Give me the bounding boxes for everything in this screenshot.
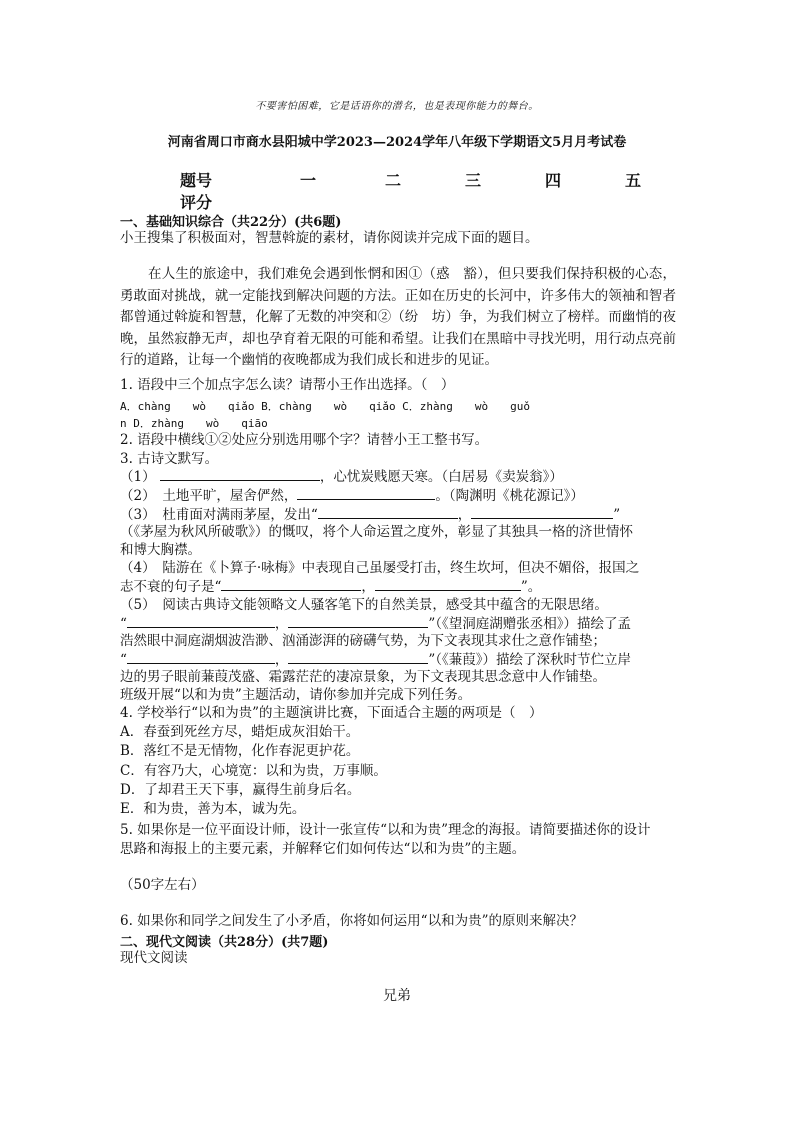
question-1: 1. 语段中三个加点字怎么读？请帮小王作出选择。（ ）: [120, 377, 455, 393]
question-4-option-c: C．有容乃大，心境宽：以和为贵，万事顺。: [120, 763, 387, 779]
exam-title: 河南省周口市商水县阳城中学2023—2024学年八年级下学期语文5月月考试卷: [167, 135, 627, 150]
score-col-3: 三: [465, 171, 482, 190]
question-3-3-line-2: （《茅屋为秋风所破歌》）的慨叹，将个人命运置之度外，彰显了其独具一格的济世情怀: [120, 524, 633, 540]
question-3-5-b: [120, 650, 676, 669]
q3-4-suffix: ”。: [520, 579, 542, 595]
section-2-heading: 二、现代文阅读（共28分）(共7题): [120, 935, 329, 950]
q3-1-suffix: ，心忧炭贱愿天寒。（白居易《卖炭翁》）: [319, 469, 563, 485]
question-4-option-d: D．了却君王天下事，赢得生前身后名。: [120, 782, 361, 798]
q3-5b-comma: ，: [274, 652, 289, 668]
answer-blank[interactable]: [471, 505, 613, 519]
page-footer: 兄弟: [383, 988, 411, 1004]
q3-1-prefix: （1）: [120, 469, 156, 485]
question-5-line-2: 思路和海报上的主要元素，并解释它们如何传达“以和为贵”的主题。: [120, 841, 526, 857]
question-3-5: （5） 阅读古典诗文能领略文人骚客笔下的自然美景，感受其中蕴含的无限思绪。: [120, 597, 608, 613]
question-3-5-b-line-2: 边的男子眼前蒹葭茂盛、霜露茫茫的凄凉景象，为下文表现其思念意中人作铺垫。: [120, 669, 606, 685]
question-4: 4. 学校举行“以和为贵”的主题演讲比赛，下面适合主题的两项是（ ）: [120, 705, 543, 721]
question-3-2: [120, 486, 676, 505]
answer-blank[interactable]: [127, 650, 275, 664]
question-4-option-a: A．春蚕到死丝方尽，蜡炬成灰泪始干。: [120, 724, 360, 740]
section-1-intro: 小王搜集了积极面对，智慧斡旋的素材，请你阅读并完成下面的题目。: [120, 230, 539, 246]
answer-blank[interactable]: [288, 614, 428, 628]
question-5-hint: （50字左右）: [120, 877, 205, 893]
q3-2-prefix: （2） 土地平旷，屋舍俨然，: [120, 488, 298, 504]
score-table-row: [0, 190, 794, 212]
answer-blank[interactable]: [160, 467, 320, 481]
q3-5a-suffix: ”（《望洞庭湖赠张丞相》）描绘了孟: [428, 616, 632, 632]
q3-3-prefix: （3） 杜甫面对满雨茅屋，发出“: [120, 507, 318, 523]
q3-5b-prefix: “: [120, 652, 127, 668]
question-6: 6. 如果你和同学之间发生了小矛盾，你将如何运用“以和为贵”的原则来解决？: [120, 913, 583, 929]
answer-blank[interactable]: [297, 486, 435, 500]
question-3-4: （4） 陆游在《卜算子·咏梅》中表现自己虽屡受打击，终生坎坷，但决不媚俗，报国之: [120, 560, 640, 576]
score-col-5: 五: [625, 171, 642, 190]
question-3: 3. 古诗文默写。: [120, 451, 219, 467]
q3-5b-suffix: ”（《蒹葭》）描绘了深秋时节伫立岸: [428, 652, 632, 668]
q3-2-suffix: 。（陶渊明《桃花源记》）: [435, 488, 584, 504]
q3-3-comma: ，: [457, 507, 472, 523]
q3-5a-comma: ，: [274, 616, 289, 632]
reading-passage: 在人生的旅途中，我们难免会遇到怅惘和困①（惑 豁），但只要我们保持积极的心态，勇敢面对挑战，就一定能找到解决问题的方法。正如在历史的长河中，许多伟大的领袖和智者都曾通过斡旋和智慧，化解了无数的冲突和②（纷 坊）争，为我们树立了榜样。而幽悄的夜晚，虽然寂静无声，却也孕育着无限的可能和希望。让我们在黑暗中寻找光明，用行动点亮前行的道路，让每一个幽悄的夜晚都成为我们成长和进步的见证。: [120, 266, 676, 368]
score-col-4: 四: [545, 171, 562, 190]
question-1-options-line-2: n D．zhàng wò qiāo: [120, 417, 268, 430]
q3-5a-prefix: “: [120, 616, 127, 632]
score-col-2: 二: [385, 171, 402, 190]
q3-4-prefix: 志不衰的句子是“: [120, 579, 222, 595]
question-3-5-a-line-2: 浩然眼中洞庭湖烟波浩渺、汹涌澎湃的磅礴气势，为下文表现其求仕之意作铺垫；: [120, 633, 606, 649]
section-2-sub: 现代文阅读: [120, 950, 188, 966]
answer-blank[interactable]: [127, 614, 275, 628]
question-4-option-e: E．和为贵，善为本，诚为先。: [120, 801, 306, 817]
section-1-heading: 一、基础知识综合（共22分）(共6题): [120, 215, 342, 230]
answer-blank[interactable]: [318, 505, 458, 519]
question-1-options-line-1: A．chàng wò qiǎo B．chàng wò qiǎo C．zhàng wò guǒ: [120, 400, 531, 413]
q3-3-suffix: ”: [613, 507, 621, 523]
score-col-1: 一: [300, 171, 317, 190]
q3-4-comma: ，: [361, 579, 375, 595]
question-3-5-a: [120, 614, 676, 633]
question-3-3-line-3: 和博大胸襟。: [120, 542, 201, 558]
activity-intro: 班级开展“以和为贵”主题活动，请你参加并完成下列任务。: [120, 687, 472, 703]
answer-blank[interactable]: [221, 577, 361, 591]
answer-blank[interactable]: [375, 577, 521, 591]
question-2: 2. 语段中横线①②处应分别选用哪个字？请替小王工整书写。: [120, 432, 489, 448]
score-row-label: 评分: [180, 193, 213, 212]
score-table-header-row: [0, 168, 794, 190]
answer-blank[interactable]: [288, 650, 428, 664]
question-4-option-b: B．落红不是无情物，化作春泥更护花。: [120, 743, 360, 759]
question-3-4-line-2: [120, 577, 676, 596]
question-5: 5. 如果你是一位平面设计师，设计一张宣传“以和为贵”理念的海报。请简要描述你的设计: [120, 822, 651, 838]
question-3-1: [120, 467, 676, 486]
motto: 不要害怕困难，它是话语你的潜名，也是表现你能力的舞台。: [255, 101, 539, 112]
question-3-3: [120, 505, 676, 524]
score-header-label: 题号: [180, 171, 213, 190]
